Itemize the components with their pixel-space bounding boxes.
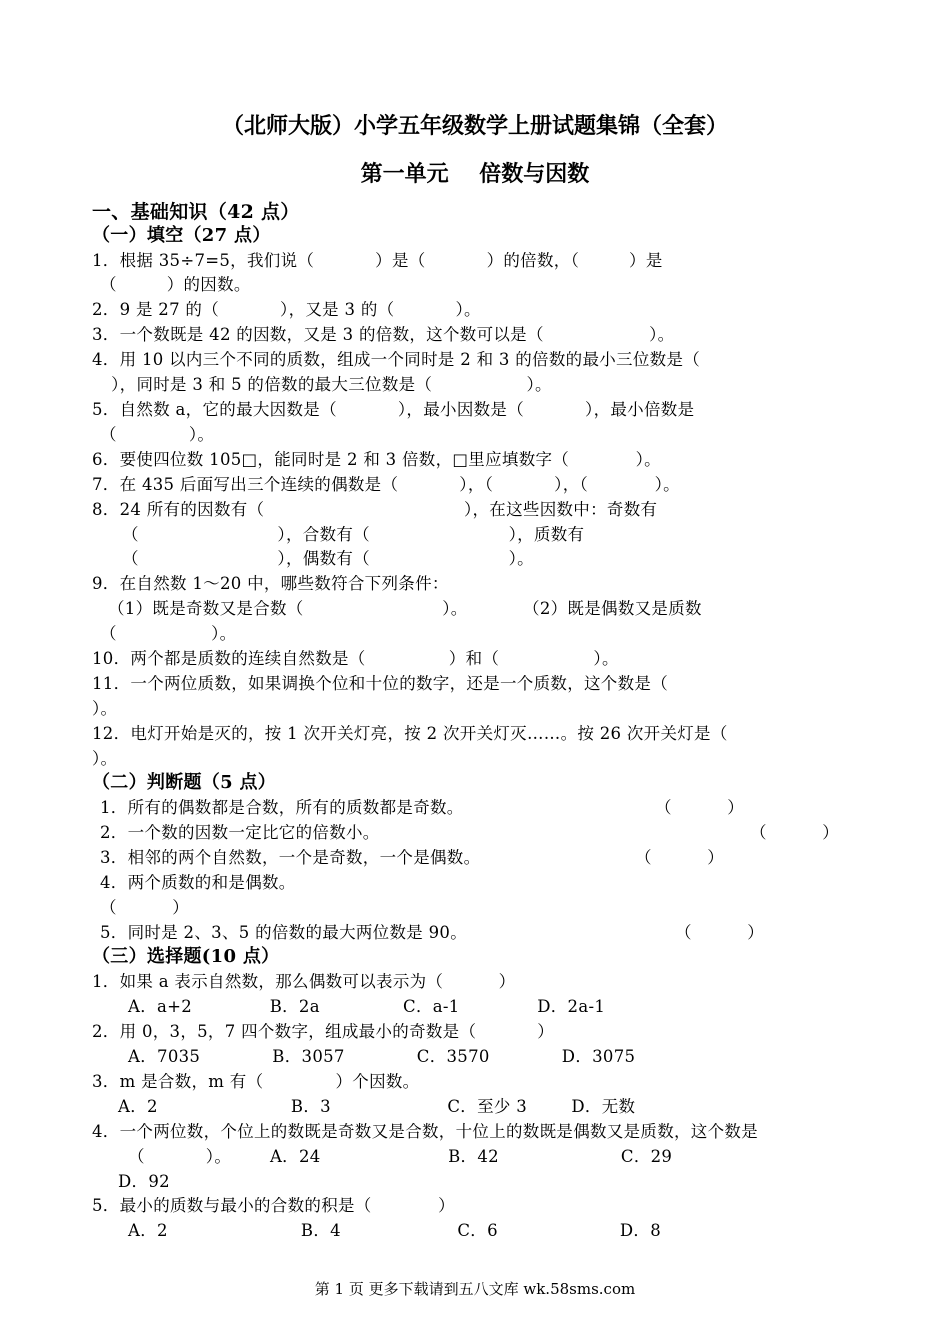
question-5-line-2: （ ）。 <box>100 425 215 444</box>
question-12-line-2: ）。 <box>92 749 118 768</box>
choice-3-options: A．2 B．3 C．至少 3 D．无数 <box>118 1097 636 1116</box>
unit-title: 第一单元 倍数与因数 <box>360 161 590 187</box>
choice-5-options: A．2 B．4 C．6 D．8 <box>128 1221 661 1240</box>
question-4-line-2: ），同时是 3 和 5 的倍数的最大三位数是（ ）。 <box>100 375 552 394</box>
question-7: 7．在 435 后面写出三个连续的偶数是（ ），（ ），（ ）。 <box>92 475 680 494</box>
document-title: （北师大版）小学五年级数学上册试题集锦（全套） <box>221 113 728 139</box>
question-9-line-3: （ ）。 <box>100 624 237 643</box>
page-footer: 第 1 页 更多下载请到五八文库 wk.58sms.com <box>314 1280 636 1298</box>
question-3: 3．一个数既是 42 的因数，又是 3 的倍数，这个数可以是（ ）。 <box>92 325 675 344</box>
judgement-3-answer-blank: （ ） <box>635 848 725 867</box>
question-9-line-1: 9．在自然数 1～20 中，哪些数符合下列条件： <box>92 574 449 593</box>
question-5-line-1: 5．自然数 a，它的最大因数是（ ），最小因数是（ ），最小倍数是 <box>92 400 695 419</box>
question-2: 2．9 是 27 的（ ），又是 3 的（ ）。 <box>92 300 481 319</box>
part-heading-fill-in: （一）填空（27 点） <box>92 225 271 246</box>
choice-1-options: A．a+2 B．2a C．a-1 D．2a-1 <box>128 997 606 1016</box>
question-9-line-2: （1）既是奇数又是合数（ ）。 （2）既是偶数又是质数 <box>108 599 702 618</box>
question-1-line-2: （ ）的因数。 <box>100 275 251 294</box>
question-8-line-3: （ ），偶数有（ ）。 <box>122 549 534 568</box>
judgement-2-answer-blank: （ ） <box>750 823 840 842</box>
question-8-line-1: 8．24 所有的因数有（ ），在这些因数中：奇数有 <box>92 500 658 519</box>
question-4-line-1: 4．用 10 以内三个不同的质数，组成一个同时是 2 和 3 的倍数的最小三位数是（ <box>92 350 701 369</box>
section-heading-basics: 一、基础知识（42 点） <box>92 201 300 223</box>
judgement-1-answer-blank: （ ） <box>655 798 745 817</box>
judgement-5: 5．同时是 2、3、5 的倍数的最大两位数是 90。 <box>100 923 468 942</box>
choice-4-line-3: D．92 <box>118 1172 170 1191</box>
choice-5: 5．最小的质数与最小的合数的积是（ ） <box>92 1196 455 1215</box>
question-10: 10．两个都是质数的连续自然数是（ ）和（ ）。 <box>92 649 619 668</box>
judgement-4-answer-blank: （ ） <box>100 898 190 917</box>
part-heading-multiple-choice: （三）选择题(10 点） <box>92 946 280 967</box>
judgement-5-answer-blank: （ ） <box>675 923 765 942</box>
question-1-line-1: 1．根据 35÷7=5，我们说（ ）是（ ）的倍数，（ ）是 <box>92 251 663 270</box>
part-heading-true-false: （二）判断题（5 点） <box>92 772 277 793</box>
choice-4-line-2: （ ）。 A．24 B．42 C．29 <box>128 1147 673 1166</box>
judgement-1: 1．所有的偶数都是合数，所有的质数都是奇数。 <box>100 798 464 817</box>
choice-4-line-1: 4．一个两位数，个位上的数既是奇数又是合数，十位上的数既是偶数又是质数，这个数是 <box>92 1122 758 1141</box>
judgement-4: 4．两个质数的和是偶数。 <box>100 873 296 892</box>
choice-3: 3．m 是合数，m 有（ ）个因数。 <box>92 1072 420 1091</box>
question-8-line-2: （ ），合数有（ ），质数有 <box>122 525 585 544</box>
choice-2-options: A．7035 B．3057 C．3570 D．3075 <box>128 1047 636 1066</box>
choice-1: 1．如果 a 表示自然数，那么偶数可以表示为（ ） <box>92 972 516 991</box>
question-11-line-1: 11．一个两位质数，如果调换个位和十位的数字，还是一个质数，这个数是（ <box>92 674 668 693</box>
question-11-line-2: ）。 <box>92 699 118 718</box>
choice-2: 2．用 0，3，5，7 四个数字，组成最小的奇数是（ ） <box>92 1022 555 1041</box>
question-6: 6．要使四位数 105□，能同时是 2 和 3 倍数，□里应填数字（ ）。 <box>92 450 661 469</box>
question-12-line-1: 12．电灯开始是灭的，按 1 次开关灯亮，按 2 次开关灯灭……。按 26 次开关灯是（ <box>92 724 728 743</box>
judgement-3: 3．相邻的两个自然数，一个是奇数，一个是偶数。 <box>100 848 481 867</box>
judgement-2: 2．一个数的因数一定比它的倍数小。 <box>100 823 380 842</box>
